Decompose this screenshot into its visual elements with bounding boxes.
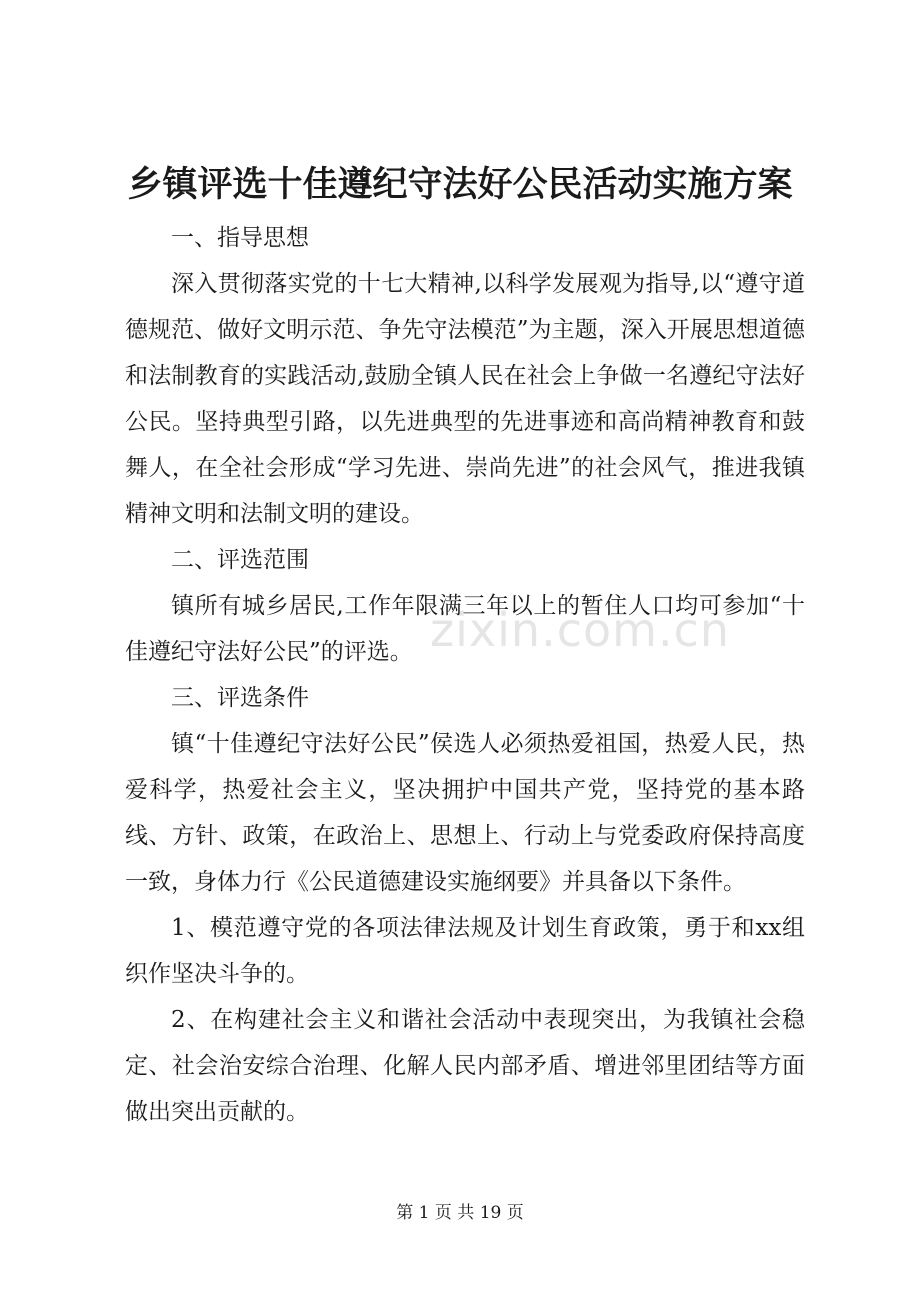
paragraph-selection-scope: 镇所有城乡居民,工作年限满三年以上的暂住人口均可参加“十佳遵纪守法好公民”的评选。 xyxy=(125,593,805,665)
paragraph-guiding-ideology: 深入贯彻落实党的十七大精神,以科学发展观为指导,以“遵守道德规范、做好文明示范、争先守法模范”为主题，深入开展思想道德和法制教育的实践活动,鼓励全镇人民在社会上争做一名遵纪守法好公民。坚持典型引路，以先进典型的先进事迹和高尚精神教育和鼓舞人，在全社会形成“学习先进、崇尚先进”的社会风气，推进我镇精神文明和法制文明的建设。 xyxy=(125,271,805,527)
document-body xyxy=(125,215,805,1135)
section-heading-guiding-ideology: 一、指导思想 xyxy=(171,225,309,251)
watermark: zixin.com.cn xyxy=(430,603,731,657)
criteria-item-2: 2、在构建社会主义和谐社会活动中表现突出，为我镇社会稳定、社会治安综合治理、化解人民内部矛盾、增进邻里团结等方面做出突出贡献的。 xyxy=(125,1007,805,1125)
page-footer: 第 1 页 共 19 页 xyxy=(396,1203,524,1223)
section-heading-selection-criteria: 三、评选条件 xyxy=(171,685,309,711)
section-heading-selection-scope: 二、评选范围 xyxy=(171,547,309,573)
paragraph-selection-criteria: 镇“十佳遵纪守法好公民”侯选人必须热爱祖国，热爱人民，热爱科学，热爱社会主义，坚决拥护中国共产党，坚持党的基本路线、方针、政策，在政治上、思想上、行动上与党委政府保持高度一致，身体力行《公民道德建设实施纲要》并具备以下条件。 xyxy=(125,731,805,895)
document-title: 乡镇评选十佳遵纪守法好公民活动实施方案 xyxy=(127,165,793,205)
criteria-item-1: 1、模范遵守党的各项法律法规及计划生育政策，勇于和xx组织作坚决斗争的。 xyxy=(125,915,805,987)
